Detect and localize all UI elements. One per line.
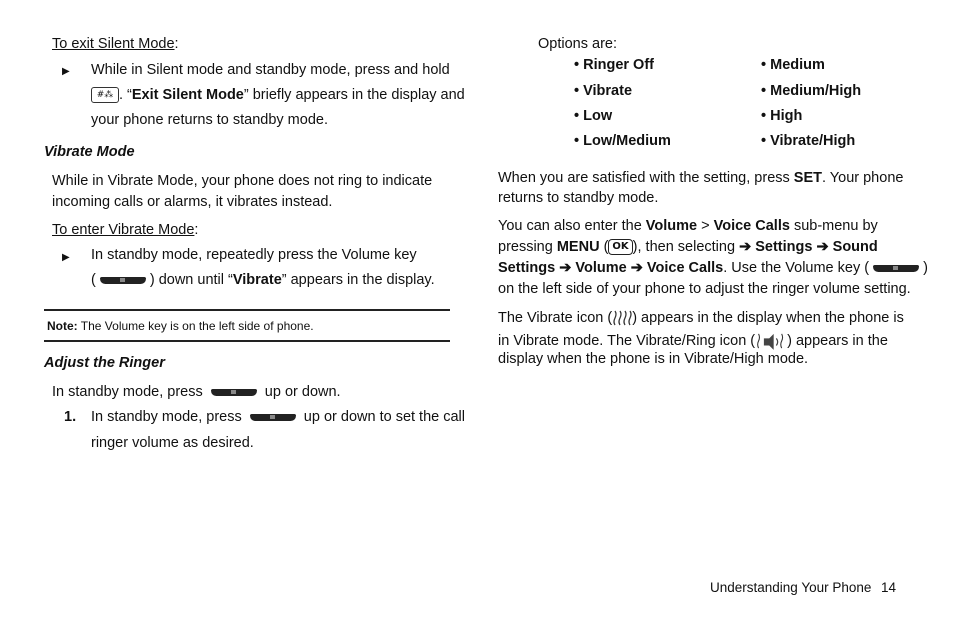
exit-step-text-3: your phone returns to standby mode.: [91, 112, 328, 128]
option-low-medium: • Low/Medium: [574, 133, 671, 149]
icon-line-2: in Vibrate mode. The Vibrate/Ring icon ( ) appears in the: [498, 330, 888, 352]
icon-line-3: display when the phone is in Vibrate/High mode.: [498, 351, 809, 367]
note-top-rule: [44, 309, 450, 311]
option-ringer-off: • Ringer Off: [574, 57, 654, 73]
adjust-step-number: 1.: [64, 409, 77, 425]
note-box: Note: The Volume key is on the left side of phone.: [47, 319, 314, 333]
footer-section-title: Understanding Your Phone: [710, 580, 872, 595]
option-medium: • Medium: [761, 57, 825, 73]
enter-vibrate-heading: To enter Vibrate Mode:: [52, 222, 199, 238]
option-low: • Low: [574, 108, 613, 124]
volume-key-icon: [250, 414, 296, 421]
options-label: Options are:: [538, 36, 617, 52]
option-vibrate-high: • Vibrate/High: [761, 133, 856, 149]
exit-step-text-2: #⁂ . “Exit Silent Mode” briefly appears in the display and: [91, 87, 465, 103]
also-line-2: pressing MENU ( OK ), then selecting ➔ Settings ➔ Sound: [498, 239, 878, 255]
adjust-step-line-1: In standby mode, press up or down to set the call: [91, 409, 466, 425]
volume-key-icon: [873, 265, 919, 272]
vibrate-icon: [612, 309, 632, 327]
exit-step-line-1: [62, 62, 70, 78]
icon-line-1: The Vibrate icon ( ) appears in the display when the phone is: [498, 309, 904, 326]
also-line-1: You can also enter the Volume > Voice Calls sub-menu by: [498, 218, 878, 234]
option-medium-high: • Medium/High: [761, 83, 862, 99]
ok-key-icon: OK: [608, 239, 632, 255]
note-bottom-rule: [44, 340, 450, 342]
pound-key-icon: #⁂: [91, 87, 119, 103]
volume-key-icon: [100, 277, 146, 284]
satisfied-line-2: returns to standby mode.: [498, 190, 659, 206]
vibrate-mode-heading: Vibrate Mode: [44, 144, 135, 160]
enter-step-line-2: ( ) down until “Vibrate” appears in the display.: [91, 272, 435, 288]
also-line-4: on the left side of your phone to adjust the ringer volume setting.: [498, 281, 911, 297]
option-vibrate: • Vibrate: [574, 83, 633, 99]
volume-key-icon: [211, 389, 257, 396]
adjust-intro: In standby mode, press up or down.: [52, 384, 341, 400]
enter-step-bullet: [62, 248, 70, 264]
exit-silent-heading: To exit Silent Mode:: [52, 36, 179, 52]
adjust-step-line-2: ringer volume as desired.: [91, 435, 254, 451]
bullet-triangle-icon: ▶: [62, 66, 70, 77]
adjust-ringer-heading: Adjust the Ringer: [44, 355, 165, 371]
exit-step-text-1: While in Silent mode and standby mode, press and hold: [91, 62, 450, 78]
bullet-triangle-icon: ▶: [62, 252, 70, 263]
also-line-3: Settings ➔ Volume ➔ Voice Calls. Use the Volume key ( ): [498, 260, 928, 276]
satisfied-line-1: When you are satisfied with the setting, press SET. Your phone: [498, 170, 904, 186]
vibrate-para-line-2: incoming calls or alarms, it vibrates instead.: [52, 194, 333, 210]
page-number: 14: [881, 580, 897, 595]
option-high: • High: [761, 108, 803, 124]
vibrate-para-line-1: While in Vibrate Mode, your phone does not ring to indicate: [52, 173, 433, 189]
enter-step-line-1: In standby mode, repeatedly press the Volume key: [91, 247, 417, 263]
vibrate-ring-icon: [755, 330, 787, 352]
